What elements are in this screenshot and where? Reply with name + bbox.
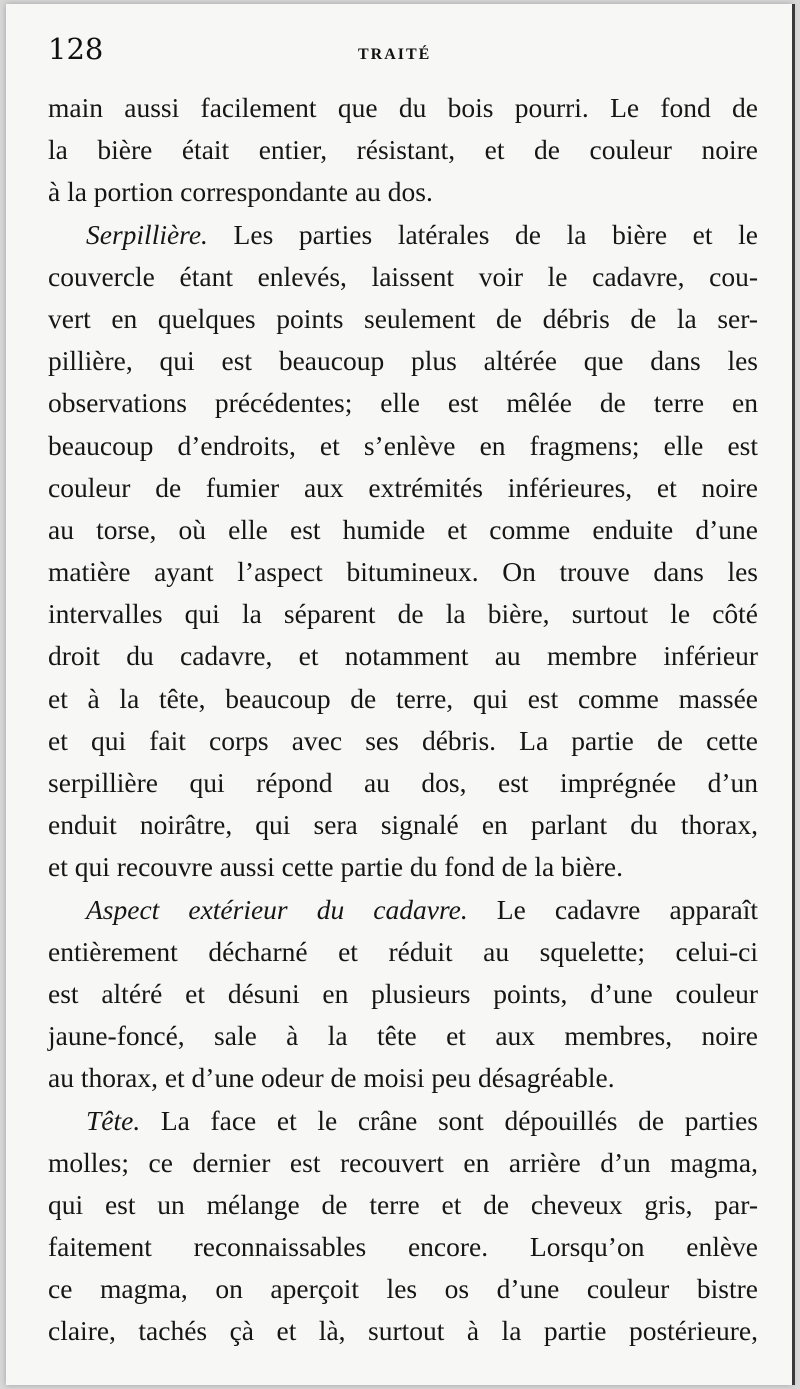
section-heading: Serpillière.: [86, 218, 208, 250]
line-text: couleur de fumier aux extrémités inférieures, et noire: [48, 471, 758, 503]
line-text: droit du cadavre, et notamment au membre inférieur: [48, 640, 758, 672]
text-line: [48, 678, 758, 720]
body-text: [48, 87, 758, 1353]
section-heading: Tête.: [86, 1104, 141, 1136]
text-line: [48, 1142, 758, 1184]
page-number: 128: [48, 32, 104, 66]
text-line: [48, 635, 758, 677]
line-text: pillière, qui est beaucoup plus altérée que dans les: [48, 345, 758, 377]
line-text: main aussi facilement que du bois pourri. Le fond de: [48, 92, 758, 123]
running-head: TRAITÉ: [358, 46, 432, 63]
line-text: et qui fait corps avec ses débris. La partie de cette: [48, 724, 758, 756]
text-line: [48, 973, 758, 1015]
text-line: [48, 509, 758, 551]
text-line: [48, 1310, 758, 1352]
text-line: [48, 1226, 758, 1268]
line-text: faitement reconnaissables encore. Lorsqu’on enlève: [48, 1231, 758, 1263]
text-line: [48, 762, 758, 804]
line-text: La face et le crâne sont dépouillés de parties: [140, 1104, 758, 1136]
text-line: [48, 551, 758, 593]
line-text: enduit noirâtre, qui sera signalé en parlant du thorax,: [48, 809, 758, 841]
line-text: et qui recouvre aussi cette partie du fond de la bière.: [48, 851, 623, 883]
text-line: [48, 340, 758, 382]
text-line: [48, 1015, 758, 1057]
text-line: [48, 1268, 758, 1310]
line-text: qui est un mélange de terre et de cheveux gris, par-: [48, 1188, 758, 1220]
line-text: au thorax, et d’une odeur de moisi peu désagréable.: [48, 1062, 615, 1094]
text-line: [48, 129, 758, 171]
text-line: [48, 931, 758, 973]
line-text: à la portion correspondante au dos.: [48, 176, 433, 208]
text-line: [48, 382, 758, 424]
line-text: vert en quelques points seulement de débris de la ser-: [48, 302, 758, 334]
line-text: beaucoup d’endroits, et s’enlève en fragmens; elle est: [48, 429, 758, 461]
line-text: intervalles qui la séparent de la bière, surtout le côté: [48, 598, 758, 630]
text-line: [48, 889, 758, 931]
text-line: [48, 425, 758, 467]
line-text: la bière était entier, résistant, et de couleur noire: [48, 134, 758, 166]
text-line: [48, 171, 758, 213]
book-page: [6, 4, 792, 1385]
line-text: jaune-foncé, sale à la tête et aux membres, noire: [48, 1020, 758, 1052]
line-text: claire, tachés çà et là, surtout à la partie postérieure,: [48, 1315, 758, 1347]
line-text: au torse, où elle est humide et comme enduite d’une: [48, 513, 758, 545]
line-text: Le cadavre apparaît: [467, 893, 758, 925]
section-heading: Aspect extérieur du cadavre.: [86, 893, 468, 925]
text-line: [48, 256, 758, 298]
text-line: [48, 467, 758, 509]
line-text: ce magma, on aperçoit les os d’une couleur bistre: [48, 1273, 758, 1305]
line-text: et à la tête, beaucoup de terre, qui est comme massée: [48, 682, 758, 714]
text-line: [48, 846, 758, 888]
text-line: [48, 804, 758, 846]
text-line: [48, 87, 758, 129]
line-text: matière ayant l’aspect bitumineux. On trouve dans les: [48, 556, 758, 588]
line-text: est altéré et désuni en plusieurs points, d’une couleur: [48, 977, 758, 1009]
text-line: [48, 593, 758, 635]
text-line: [48, 214, 758, 256]
text-line: [48, 720, 758, 762]
line-text: molles; ce dernier est recouvert en arrière d’un magma,: [48, 1146, 758, 1178]
text-line: [48, 1184, 758, 1226]
line-text: serpillière qui répond au dos, est imprégnée d’un: [48, 767, 758, 798]
text-line: [48, 1057, 758, 1099]
text-line: [48, 298, 758, 340]
line-text: entièrement décharné et réduit au squelette; celui-ci: [48, 935, 758, 967]
line-text: observations précédentes; elle est mêlée de terre en: [48, 387, 758, 419]
line-text: Les parties latérales de la bière et le: [207, 218, 758, 250]
line-text: couvercle étant enlevés, laissent voir le cadavre, cou-: [48, 260, 758, 292]
text-line: [48, 1100, 758, 1142]
